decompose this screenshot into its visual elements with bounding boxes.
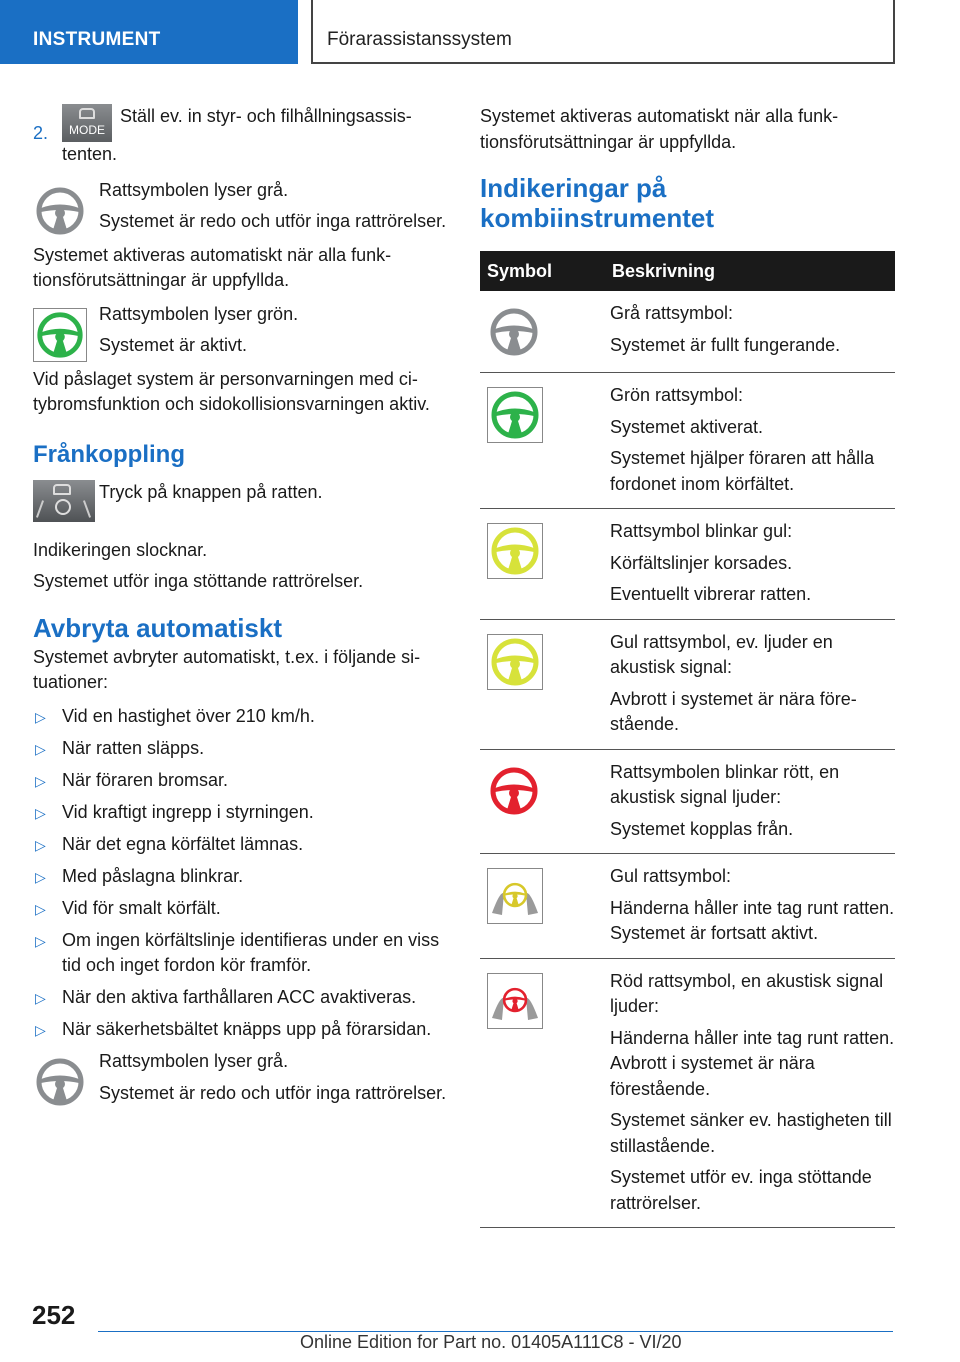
description-line: Rattsymbolen blinkar rött, en akustisk signal ljuder: [610, 761, 840, 807]
list-item: ▷ Vid en hastighet över 210 km/h. [33, 704, 449, 730]
grey-status-line2: Systemet är redo och utför inga rattrörelser. [99, 211, 447, 231]
table-row [480, 619, 895, 749]
list-item: ▷ När det egna körfältet lämnas. [33, 832, 449, 858]
description-line: Körfältslinjer korsades. [610, 552, 793, 573]
grey-status-line1: Rattsymbolen lyser grå. [99, 179, 289, 200]
list-item: ▷ Vid för smalt körfält. [33, 896, 449, 922]
description-line: Systemet sänker ev. hastigheten till stillastående. [610, 1110, 892, 1156]
bullet-triangle-icon: ▷ [35, 740, 46, 757]
table-header-symbol: Symbol [480, 251, 604, 291]
heading-deactivation: Frånkoppling [33, 440, 185, 468]
description-line: Grå rattsymbol: [610, 303, 734, 323]
list-item: ▷ Vid kraftigt ingrepp i styrningen. [33, 800, 449, 826]
list-item: ▷ När ratten släpps. [33, 736, 449, 762]
auto-activation-paragraph: Systemet aktiveras automatiskt när alla funktionsförutsättningar är uppfyllda. [33, 244, 392, 290]
description-line: Systemet aktiverat. [610, 416, 764, 437]
header-section-label: INSTRUMENT [33, 29, 161, 50]
list-item: ▷ När säkerhetsbältet knäpps upp på förarsidan. [33, 1017, 449, 1043]
symbol-cell [480, 373, 604, 509]
description-line: Rattsymbol blinkar gul: [610, 521, 793, 541]
description-cell [604, 509, 895, 620]
description-cell [604, 373, 895, 509]
description-cell [604, 291, 895, 373]
step-number: 2. [33, 123, 49, 143]
auto-activation-paragraph-right: Systemet aktiveras automatiskt när alla funktionsförutsättningar är uppfyllda. [480, 106, 839, 152]
red-steering-wheel-icon [487, 764, 543, 820]
list-item: ▷ När föraren bromsar. [33, 768, 449, 794]
description-line: Gul rattsymbol: [610, 866, 732, 886]
deactivation-p1: Indikeringen slocknar. [33, 539, 208, 560]
table-row [480, 749, 895, 854]
list-item: ▷ Om ingen körfältslinje identifieras under en viss tid och inget fordon kör framför. [35, 929, 440, 975]
steering-wheel-button-icon [33, 480, 95, 522]
symbol-cell [480, 958, 604, 1228]
description-cell [604, 749, 895, 854]
header-chapter-tab [311, 0, 895, 64]
description-line: Grön rattsymbol: [610, 385, 744, 405]
description-line: Röd rattsymbol, en akustisk signal ljuder: [610, 970, 884, 1016]
header-section-tab [0, 0, 298, 64]
grey-steering-wheel-icon [487, 305, 543, 361]
description-line: Händerna håller inte tag runt ratten. Systemet är fortsatt aktivt. [610, 897, 895, 943]
description-line: Gul rattsymbol, ev. ljuder en akustisk signal: [610, 631, 833, 677]
green-steering-wheel-icon [487, 387, 543, 443]
grey-status-2-line1: Rattsymbolen lyser grå. [99, 1051, 289, 1071]
table-row [480, 958, 895, 1228]
grey-status-row-2 [33, 1049, 449, 1106]
table-header-row [480, 251, 895, 291]
auto-abort-intro: Systemet avbryter automatiskt, t.ex. i följande situationer: [33, 646, 421, 692]
footer-edition: Online Edition for Part no. 01405A111C8 - VI/20 [300, 1332, 682, 1352]
list-item: ▷ När den aktiva farthållaren ACC avaktiveras. [33, 985, 449, 1011]
yellow-steering-wheel-icon [487, 634, 543, 690]
indications-table [480, 251, 895, 1228]
left-column [33, 104, 449, 1114]
bullet-triangle-icon: ▷ [35, 900, 46, 917]
grey-status-row [33, 178, 449, 235]
bullet-triangle-icon: ▷ [35, 708, 46, 725]
bullet-triangle-icon: ▷ [35, 990, 46, 1006]
description-cell [604, 619, 895, 749]
table-header-description: Beskrivning [604, 251, 895, 291]
symbol-cell [480, 854, 604, 959]
description-line: Systemet är fullt fungerande. [610, 334, 841, 355]
green-steering-wheel-icon [33, 308, 87, 362]
symbol-cell [480, 509, 604, 620]
yellow-hands-steering-wheel-icon [487, 868, 543, 924]
description-line: Systemet utför ev. inga stöttande rattrörelser. [610, 1167, 872, 1213]
symbol-cell [480, 619, 604, 749]
yellow-steering-wheel-icon [487, 523, 543, 579]
header-chapter-label: Förarassistanssystem [327, 29, 512, 50]
description-line: Eventuellt vibrerar ratten. [610, 584, 812, 604]
description-line: Systemet kopplas från. [610, 818, 794, 839]
page-number: 252 [32, 1300, 76, 1330]
bullet-triangle-icon: ▷ [35, 932, 46, 949]
bullet-triangle-icon: ▷ [35, 804, 46, 821]
list-item: ▷ Med påslagna blinkrar. [33, 864, 449, 890]
grey-status-2-line2: Systemet är redo och utför inga rattrörelser. [99, 1082, 447, 1103]
description-cell [604, 854, 895, 959]
step-2 [33, 104, 449, 168]
mode-button-label: MODE [69, 123, 105, 137]
table-row [480, 373, 895, 509]
mode-button-icon [62, 104, 112, 142]
heading-auto-abort: Avbryta automatiskt [33, 612, 282, 643]
warning-paragraph: Vid påslaget system är personvarningen med citybromsfunktion och sidokollisionsvarningen aktiv. [33, 368, 430, 414]
symbol-cell [480, 749, 604, 854]
table-row [480, 291, 895, 373]
bullet-triangle-icon: ▷ [35, 1022, 46, 1038]
red-hands-steering-wheel-icon [487, 973, 543, 1029]
bullet-triangle-icon: ▷ [35, 868, 46, 885]
description-line: Avbrott i systemet är nära förestående. [610, 688, 857, 734]
grey-steering-wheel-icon [33, 1055, 87, 1109]
table-row [480, 509, 895, 620]
green-status-line2: Systemet är aktivt. [99, 335, 248, 355]
bullet-triangle-icon: ▷ [35, 836, 46, 853]
deactivation-p2: Systemet utför inga stöttande rattrörelser. [33, 571, 364, 591]
table-row [480, 854, 895, 959]
abort-conditions-list [33, 704, 449, 1043]
green-status-row [33, 302, 449, 359]
deactivation-text: Tryck på knappen på ratten. [99, 481, 323, 502]
description-cell [604, 958, 895, 1228]
description-line: Händerna håller inte tag runt ratten. Avbrott i systemet är nära förestående. [610, 1027, 895, 1099]
grey-steering-wheel-icon [33, 184, 87, 238]
symbol-cell [480, 291, 604, 373]
green-status-line1: Rattsymbolen lyser grön. [99, 303, 299, 324]
right-column [480, 104, 895, 1228]
bullet-triangle-icon: ▷ [35, 772, 46, 789]
description-line: Systemet hjälper föraren att hålla fordonet inom körfältet. [610, 448, 875, 494]
deactivation-row [33, 480, 449, 528]
heading-indications: Indikeringar på kombiinstrumentet [480, 173, 715, 233]
step-2-text: Ställ ev. in styr- och filhållningsassistenten. [62, 106, 412, 164]
